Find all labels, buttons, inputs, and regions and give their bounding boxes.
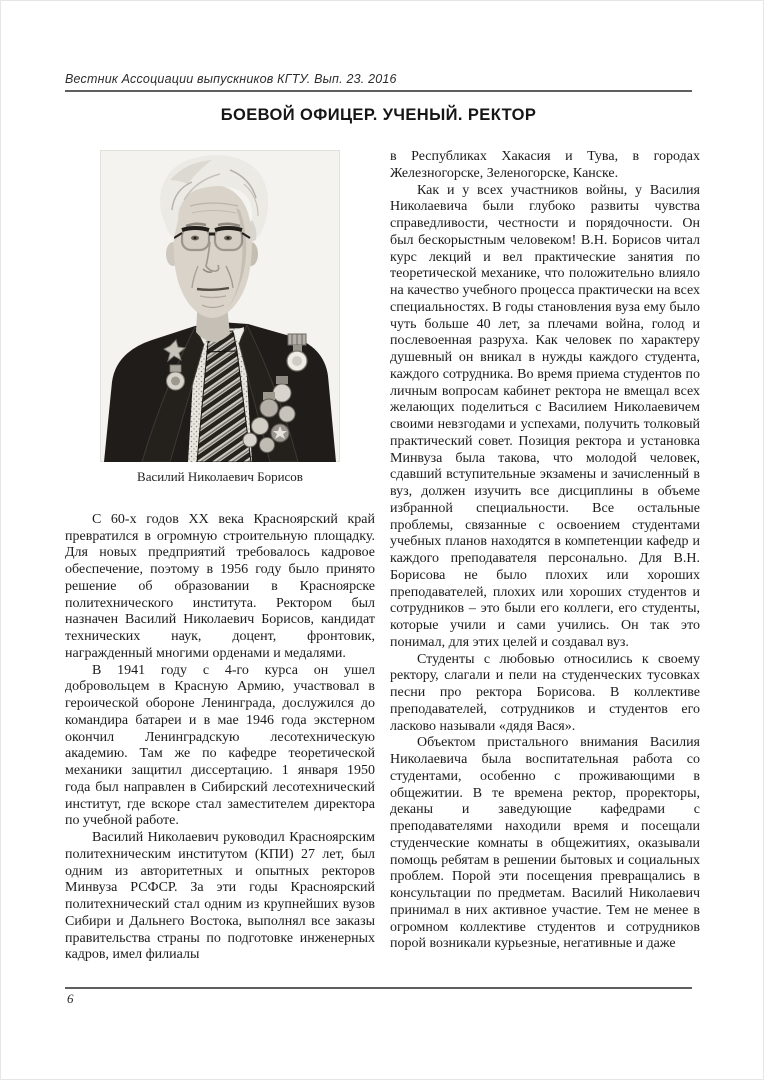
body-paragraph: Объектом пристального внимания Василия Николаевича была воспитательная работа со студентами, особенно с проживающими в общежитии. В те времена ректор, проректоры, деканы и заведующие кафедрами с преподавателями находили время и посещали студенческие комнаты в общежитиях, оказывали помощь ребятам в решении бытовых и социальных проблем. Порой эти посещения превращались в консультации по предметам. Василий Николаевич принимал в них активное участие. Тем не менее в огромном коллективе студентов и сотрудников порой возникали курьезные, негативные и даже [390,735,700,952]
body-paragraph: С 60-х годов ХХ века Красноярский край превратился в огромную строительную площадку. Для новых предприятий требовалось кадровое обеспечение, поэтому в 1956 году было принято решение об образовании в Красноярске политехнического института. Ректором был назначен Василий Николаевич Борисов, кандидат технических наук, доцент, фронтовик, награжденный многими орденами и медалями. [65,511,375,661]
page-number: 6 [67,991,74,1006]
running-header: Вестник Ассоциации выпускников КГТУ. Вып. 23. 2016 [65,72,692,92]
page-title: БОЕВОЙ ОФИЦЕР. УЧЕНЫЙ. РЕКТОР [220,106,537,124]
body-paragraph: Василий Николаевич руководил Красноярским политехническим институтом (КПИ) 27 лет, был одним из авторитетных и опытных ректоров Минвуза РСФСР. За эти годы Красноярский политехнический стал одним из крупнейших вузов Сибири и Дальнего Востока, выполнял все заказы правительства страны по подготовке инженерных кадров, имел филиалы [65,830,375,963]
right-column [390,149,700,981]
footer-rule [65,987,692,989]
left-column [65,149,375,981]
portrait-photo [100,150,340,486]
portrait-image [100,150,340,462]
article-body [65,149,700,981]
body-paragraph: Как и у всех участников войны, у Василия Николаевича были глубоко развиты чувства справедливости, честности и порядочности. Он был бескорыстным человеком! В.Н. Борисов читал курс лекций и вел практические занятия по теоретической механике, что положительно влияло на качество учебного процесса практически на всех специальностях. В годы становления вуза ему было чуть больше 40 лет, за плечами война, голод и послевоенная разруха. Как человек по характеру душевный он вникал в нужды каждого студента, каждого сотрудника. Во время приема студентов по личным вопросам кабинет ректора не вмещал всех желающих поделиться с Василием Николаевичем своими невзгодами и успехами, получить толковый практический совет. Позиция ректора и установка Минвуза была такова, что молодой человек, сдавший вступительные экзамены и зачисленный в вуз, должен изучить все дисциплины в объеме избранной специальности. Все остальные проблемы, связанные с освоением студентами учебных планов находятся в компетенции кафедр и каждого преподавателя персонально. Для В.Н. Борисова не было плохих или хороших преподавателей, плохих или хороших студентов и сотрудников – это были его коллеги, его студенты, которые учили и сами учились. Он так это понимал, для этих целей и создавал вуз. [390,182,700,650]
body-paragraph: Студенты с любовью относились к своему ректору, слагали и пели на студенческих тусовках песни про ректора Борисова. В коллективе преподавателей, сотрудников и студентов его ласково называли «дядя Вася». [390,651,700,734]
body-paragraph: В 1941 году с 4-го курса он ушел добровольцем в Красную Армию, участвовал в героической обороне Ленинграда, дослужился до командира батареи и в мае 1946 года экстерном окончил Ленинградскую лесотехническую академию. Там же по кафедре теоретической механики защитил диссертацию. 1 января 1950 года был направлен в Сибирский лесотехнический институт, где вскоре стал заместителем директора по учебной работе. [65,662,375,829]
body-paragraph-continuation: в Республиках Хакасия и Тува, в городах Железногорске, Зеленогорске, Канске. [390,149,700,181]
photo-caption: Василий Николаевич Борисов [137,469,303,484]
